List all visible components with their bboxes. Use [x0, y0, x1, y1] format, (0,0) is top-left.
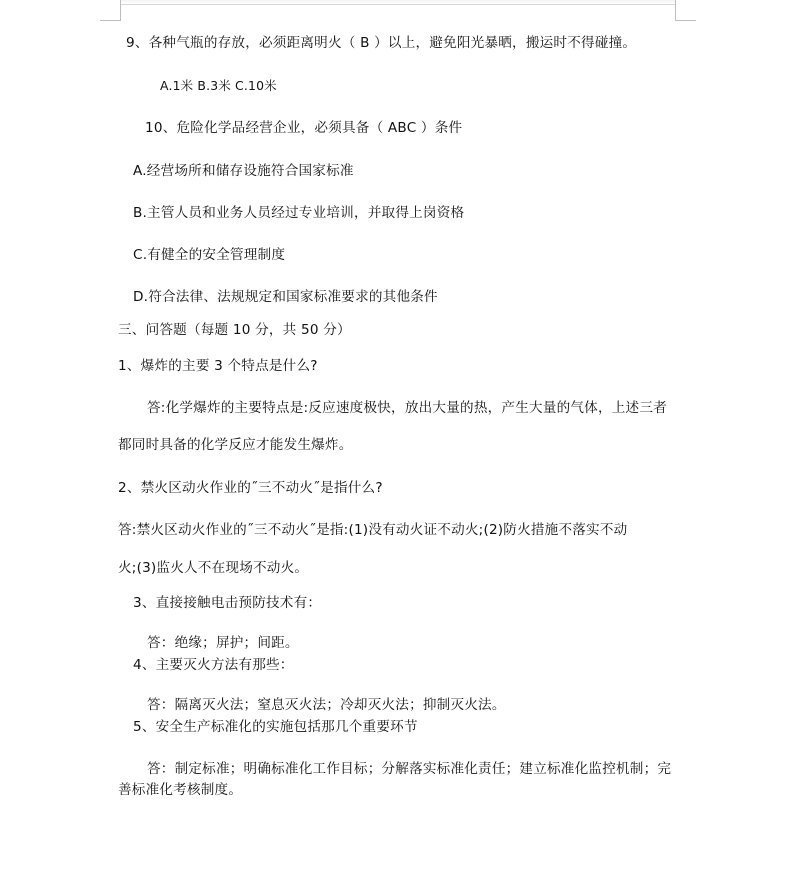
question-10-option-c: C.有健全的安全管理制度 — [133, 247, 286, 263]
qa-answer-1-line-2: 都同时具备的化学反应才能发生爆炸。 — [118, 437, 353, 453]
section-title: 三、问答题（每题 10 分，共 50 分） — [118, 322, 351, 338]
question-9-options: A.1米 B.3米 C.10米 — [160, 78, 277, 93]
qa-question-2: 2、禁火区动火作业的˝三不动火˝是指什么? — [118, 480, 383, 496]
qa-question-4: 4、主要灭火方法有那些： — [133, 657, 294, 673]
qa-question-1: 1、爆炸的主要 3 个特点是什么? — [118, 358, 318, 374]
qa-answer-2-line-2: 火;(3)监火人不在现场不动火。 — [118, 560, 309, 576]
question-10-option-a: A.经营场所和储存设施符合国家标准 — [133, 163, 354, 179]
qa-question-3: 3、直接接触电击预防技术有： — [133, 595, 322, 611]
qa-answer-4: 答：隔离灭火法；窒息灭火法；冷却灭火法；抑制灭火法。 — [147, 697, 506, 713]
page-corner-left — [100, 0, 121, 21]
qa-answer-1-line-1: 答:化学爆炸的主要特点是:反应速度极快，放出大量的热，产生大量的气体，上述三者 — [147, 400, 667, 416]
question-10-option-d: D.符合法律、法规规定和国家标准要求的其他条件 — [133, 289, 438, 305]
qa-answer-5-line-1: 答：制定标准；明确标准化工作目标；分解落实标准化责任；建立标准化监控机制；完 — [147, 761, 672, 777]
qa-question-5: 5、安全生产标准化的实施包括那几个重要环节 — [133, 719, 418, 735]
qa-answer-3: 答：绝缘；屏护；间距。 — [147, 635, 299, 651]
page-corner-right — [675, 0, 696, 21]
question-9: 9、各种气瓶的存放，必须距离明火（ B ）以上，避免阳光暴晒，搬运时不得碰撞。 — [126, 35, 637, 51]
question-10: 10、危险化学品经营企业，必须具备（ ABC ）条件 — [145, 120, 463, 136]
qa-answer-5-line-2: 善标准化考核制度。 — [118, 782, 243, 798]
qa-answer-2-line-1: 答:禁火区动火作业的˝三不动火˝是指:(1)没有动火证不动火;(2)防火措施不落实不动 — [118, 522, 628, 538]
question-10-option-b: B.主管人员和业务人员经过专业培训，并取得上岗资格 — [133, 205, 465, 221]
page-top-edge — [120, 0, 676, 5]
